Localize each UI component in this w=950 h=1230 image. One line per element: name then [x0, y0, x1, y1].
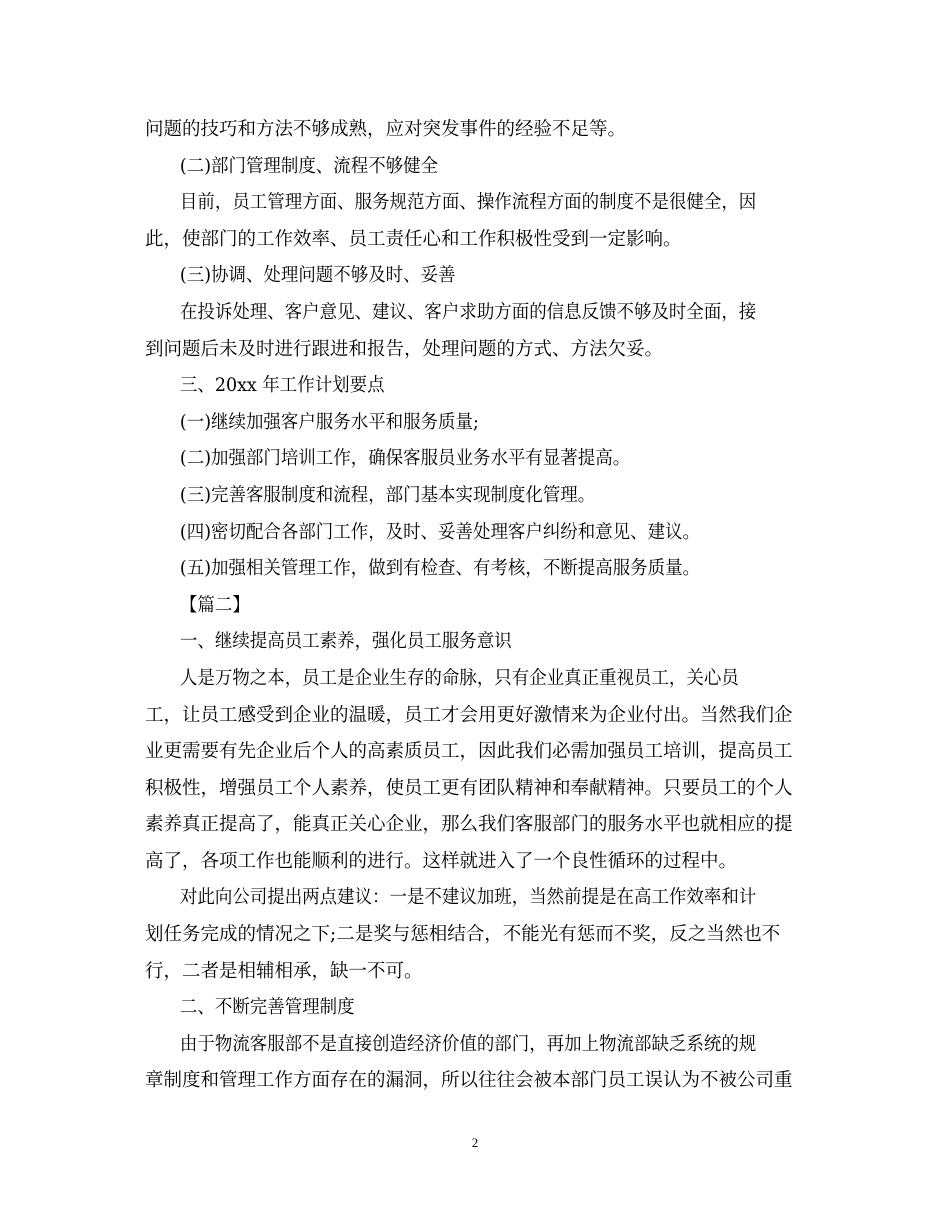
paragraph — [145, 149, 805, 186]
paragraph — [145, 990, 805, 1027]
paragraph — [145, 295, 805, 368]
paragraph — [145, 112, 805, 149]
text-line: (三)协调、处理问题不够及时、妥善 — [179, 265, 456, 287]
paragraph — [145, 624, 805, 661]
paragraph — [145, 588, 805, 625]
paragraph — [145, 661, 805, 881]
page-number: 2 — [471, 1135, 479, 1150]
text-line: 划任务完成的情况之下;二是奖与惩相结合，不能光有惩而不奖，反之当然也不 — [145, 924, 781, 946]
text-line: 三、20xx 年工作计划要点 — [179, 375, 385, 397]
text-line: (三)完善客服制度和流程，部门基本实现制度化管理。 — [179, 484, 596, 506]
text-line: (二)部门管理制度、流程不够健全 — [179, 155, 439, 177]
paragraph — [145, 405, 805, 442]
text-line: 到问题后未及时进行跟进和报告，处理问题的方式、方法欠妥。 — [145, 338, 664, 360]
text-line: 章制度和管理工作方面存在的漏洞，所以往往会被本部门员工误认为不被公司重 — [145, 1070, 793, 1092]
text-line: 在投诉处理、客户意见、建议、客户求助方面的信息反馈不够及时全面，接 — [179, 301, 757, 323]
text-line: 二、不断完善管理制度 — [179, 997, 355, 1019]
paragraph — [145, 1027, 805, 1100]
text-line: 素养真正提高了，能真正关心企业，那么我们客服部门的服务水平也就相应的提 — [145, 814, 793, 836]
document-body — [145, 112, 805, 1100]
paragraph — [145, 441, 805, 478]
text-line: (一)继续加强客户服务水平和服务质量; — [179, 411, 479, 433]
text-line: 对此向公司提出两点建议：一是不建议加班，当然前提是在高工作效率和计 — [179, 887, 757, 909]
text-line: 工，让员工感受到企业的温暖，员工才会用更好激情来为企业付出。当然我们企 — [145, 704, 793, 726]
text-line: 目前，员工管理方面、服务规范方面、操作流程方面的制度不是很健全，因 — [179, 192, 757, 214]
paragraph — [145, 515, 805, 552]
text-line: 人是万物之本，员工是企业生存的命脉，只有企业真正重视员工，关心员 — [179, 667, 739, 689]
text-line: 由于物流客服部不是直接创造经济价值的部门，再加上物流部缺乏系统的规 — [179, 1033, 757, 1055]
paragraph — [145, 258, 805, 295]
text-line: 行，二者是相辅相承，缺一不可。 — [145, 960, 423, 982]
text-line: 一、继续提高员工素养，强化员工服务意识 — [179, 631, 512, 653]
text-line: 积极性，增强员工个人素养，使员工更有团队精神和奉献精神。只要员工的个人 — [145, 777, 793, 799]
paragraph — [145, 368, 805, 405]
text-line: (四)密切配合各部门工作，及时、妥善处理客户纠纷和意见、建议。 — [179, 521, 701, 543]
text-line: 业更需要有先企业后个人的高素质员工，因此我们必需加强员工培训，提高员工 — [145, 741, 793, 763]
text-line: 此，使部门的工作效率、员工责任心和工作积极性受到一定影响。 — [145, 228, 682, 250]
text-line: (二)加强部门培训工作，确保客服员业务水平有显著提高。 — [179, 448, 631, 470]
text-line: 问题的技巧和方法不够成熟，应对突发事件的经验不足等。 — [145, 119, 627, 140]
paragraph — [145, 478, 805, 515]
paragraph — [145, 185, 805, 258]
paragraph — [145, 551, 805, 588]
text-line: 【篇二】 — [179, 594, 250, 616]
paragraph — [145, 880, 805, 990]
text-line: 高了，各项工作也能顺利的进行。这样就进入了一个良性循环的过程中。 — [145, 850, 738, 872]
text-line: (五)加强相关管理工作，做到有检查、有考核，不断提高服务质量。 — [179, 558, 701, 580]
